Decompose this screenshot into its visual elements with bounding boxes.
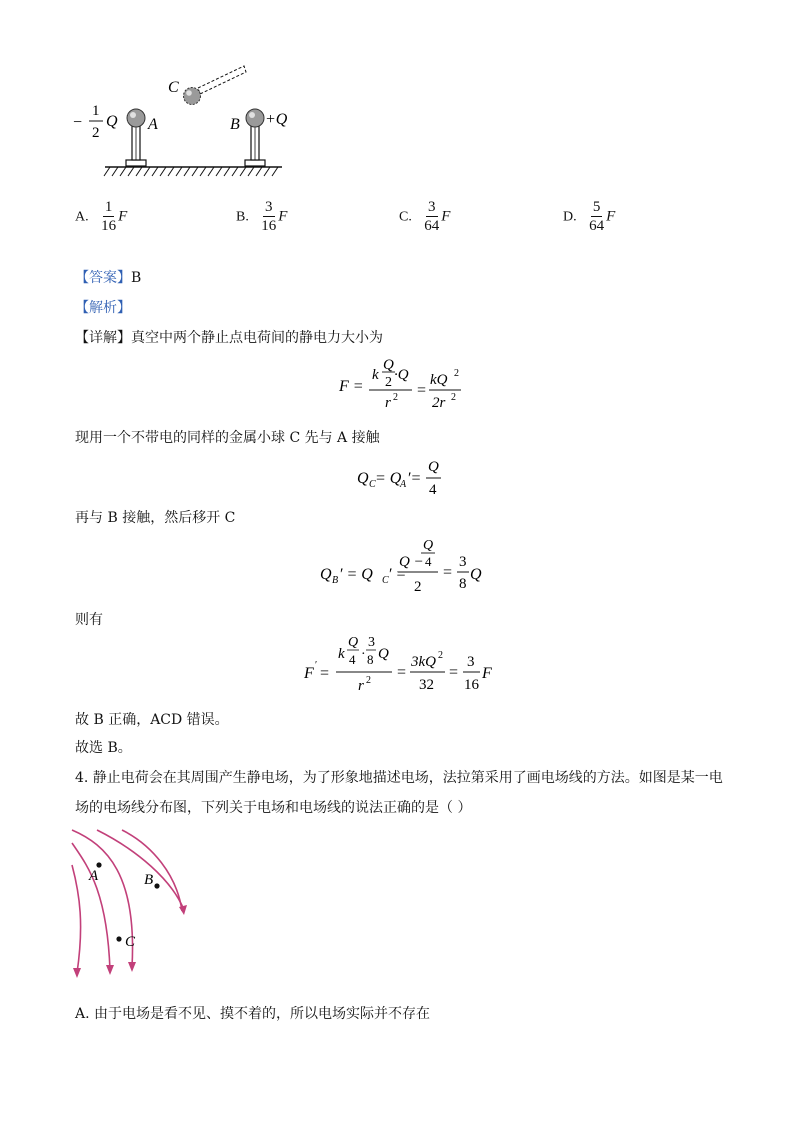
- svg-text:=: =: [443, 564, 453, 581]
- detail-line2: 现用一个不带电的同样的金属小球 C 先与 A 接触: [75, 430, 380, 446]
- arrow-4: [179, 905, 187, 915]
- svg-text:3: 3: [459, 554, 467, 570]
- label-q-left: Q: [106, 113, 118, 130]
- sphere-a: [127, 109, 145, 127]
- svg-text:Q: Q: [378, 646, 389, 662]
- question4-line1: 4. 静止电荷会在其周围产生静电场，为了形象地描述电场，法拉第采用了画电场线的方法。如图是某一电: [75, 770, 723, 786]
- svg-text:′ = Q: ′ = Q: [339, 566, 373, 583]
- label-half-den: 2: [92, 125, 100, 141]
- equation-1: [335, 355, 475, 413]
- svg-text:Q: Q: [423, 538, 434, 553]
- label-c: C: [168, 79, 179, 96]
- svg-text:Q: Q: [348, 635, 359, 650]
- equation-2: [355, 455, 455, 499]
- svg-text:=: =: [320, 665, 330, 682]
- point-c: [116, 936, 121, 941]
- equation-4: [300, 632, 500, 698]
- svg-text:2: 2: [385, 375, 392, 390]
- equation-3: [318, 535, 488, 597]
- option-c[interactable]: C. $\frac{3}{64}$ F: [399, 199, 451, 234]
- svg-text:= Q: = Q: [375, 470, 402, 487]
- field-label-a: A: [89, 868, 99, 884]
- svg-text:8: 8: [459, 576, 467, 592]
- analysis-tag: 【解析】: [75, 300, 131, 316]
- option-a[interactable]: A. $\frac{1}{16}$ F: [75, 199, 128, 234]
- svg-text:·: ·: [361, 647, 366, 662]
- svg-text:′: ′: [315, 660, 318, 671]
- field-label-b: B: [144, 872, 154, 888]
- detail-line1: 【详解】真空中两个静止点电荷间的静电力大小为: [75, 330, 383, 346]
- svg-text:=: =: [449, 664, 459, 681]
- svg-text:=: =: [417, 382, 427, 399]
- arrow-1: [128, 962, 136, 972]
- sphere-b: [246, 109, 264, 127]
- svg-text:2: 2: [414, 579, 422, 595]
- svg-text:3kQ: 3kQ: [411, 654, 436, 670]
- label-b: B: [230, 116, 240, 133]
- svg-text:2: 2: [366, 675, 371, 686]
- detail-line6: 故选 B。: [75, 740, 132, 756]
- field-line-1: [72, 830, 133, 967]
- label-neg: −: [73, 114, 83, 131]
- svg-text:2: 2: [454, 368, 459, 379]
- svg-text:3: 3: [368, 635, 375, 650]
- svg-text:F: F: [482, 665, 492, 682]
- svg-text:2: 2: [451, 392, 456, 403]
- svg-text:·Q: ·Q: [394, 367, 409, 383]
- answer-value: B: [131, 270, 142, 286]
- detail-line4: 则有: [75, 612, 103, 628]
- svg-text:k: k: [372, 367, 379, 383]
- answer-line: [75, 268, 141, 288]
- svg-text:F: F: [304, 665, 314, 682]
- svg-text:Q −: Q −: [399, 554, 424, 570]
- svg-text:A: A: [400, 479, 407, 490]
- svg-text:2r: 2r: [432, 395, 446, 411]
- svg-text:B: B: [332, 575, 339, 586]
- ball-c: [184, 66, 247, 105]
- question4-line2: 场的电场线分布图，下列关于电场和电场线的说法正确的是（ ）: [75, 800, 472, 816]
- svg-text:4: 4: [425, 554, 432, 569]
- svg-text:r: r: [358, 678, 364, 694]
- svg-text:kQ: kQ: [430, 372, 448, 388]
- svg-text:F =: F =: [339, 378, 364, 395]
- svg-text:32: 32: [419, 677, 434, 693]
- svg-text:16: 16: [464, 677, 479, 693]
- field-line-3: [72, 865, 81, 973]
- point-b: [154, 883, 159, 888]
- arrow-3: [73, 968, 81, 978]
- detail-line5: 故 B 正确，ACD 错误。: [75, 712, 229, 728]
- stand-a: [126, 109, 146, 166]
- field-line-5: [122, 830, 182, 911]
- svg-text:k: k: [338, 646, 345, 662]
- svg-text:r: r: [385, 395, 391, 411]
- svg-text:4: 4: [429, 482, 437, 498]
- svg-text:3: 3: [467, 654, 475, 670]
- svg-text:Q: Q: [320, 566, 332, 583]
- option-d[interactable]: D. $\frac{5}{64}$ F: [563, 199, 616, 234]
- field-label-c: C: [125, 934, 136, 950]
- svg-text:C: C: [369, 479, 376, 490]
- stand-b: [245, 109, 265, 166]
- svg-text:8: 8: [367, 652, 374, 667]
- label-plus-q: +Q: [265, 111, 288, 128]
- svg-text:2: 2: [393, 392, 398, 403]
- point-a: [96, 862, 101, 867]
- svg-text:′ =: ′ =: [388, 566, 407, 583]
- svg-text:=: =: [397, 664, 407, 681]
- charge-figure: [70, 60, 290, 185]
- ground-hatching: [104, 167, 278, 176]
- label-half-num: 1: [92, 103, 100, 119]
- svg-text:Q: Q: [470, 566, 482, 583]
- arrow-2: [106, 965, 114, 975]
- detail-line3: 再与 B 接触，然后移开 C: [75, 510, 236, 526]
- svg-text:′=: ′=: [407, 470, 422, 487]
- svg-text:4: 4: [349, 652, 356, 667]
- label-a: A: [148, 116, 158, 133]
- field-line-2: [72, 843, 110, 970]
- answer-tag: 【答案】: [75, 270, 131, 286]
- svg-text:Q: Q: [357, 470, 369, 487]
- field-line-figure: [62, 825, 202, 980]
- svg-text:Q: Q: [383, 357, 394, 373]
- svg-text:C: C: [382, 575, 389, 586]
- svg-text:2: 2: [438, 650, 443, 661]
- option-b[interactable]: B. $\frac{3}{16}$ F: [236, 199, 288, 234]
- question4-option-a[interactable]: A. 由于电场是看不见、摸不着的，所以电场实际并不存在: [75, 1006, 431, 1022]
- svg-text:Q: Q: [428, 459, 439, 475]
